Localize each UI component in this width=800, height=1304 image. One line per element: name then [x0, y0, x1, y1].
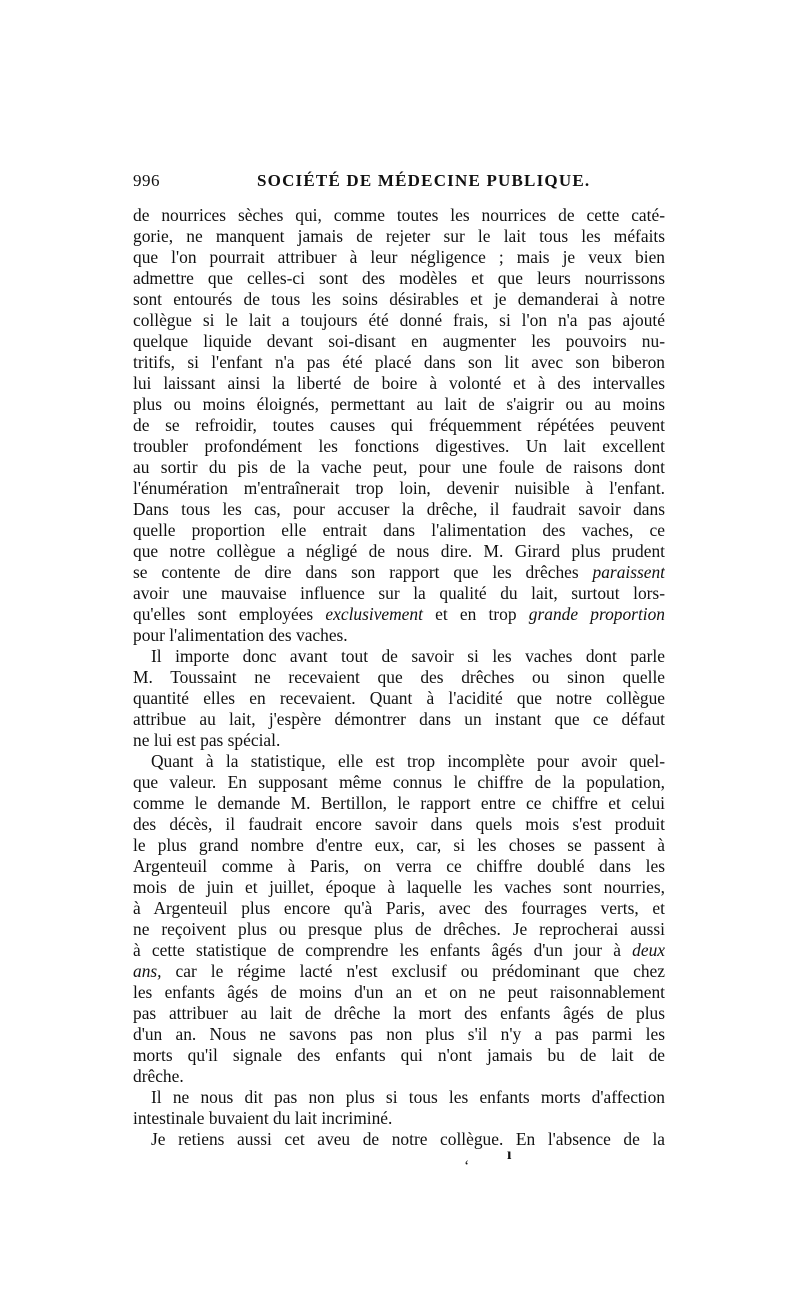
text-line	[133, 247, 665, 268]
line-text: ne reçoivent plus ou presque plus de drêches. Je reprocherai aussi	[133, 919, 665, 939]
line-text: tritifs, si l'enfant n'a pas été placé dans son lit avec son biberon	[133, 352, 665, 372]
print-mark: ʻ	[464, 1158, 470, 1175]
line-text: que notre collègue a négligé de nous dire. M. Girard plus prudent	[133, 541, 665, 561]
text-line	[133, 436, 665, 457]
line-text: de nourrices sèches qui, comme toutes les nourrices de cette caté-	[133, 205, 665, 225]
text-line	[133, 646, 665, 667]
text-line	[133, 562, 665, 583]
page-header	[133, 171, 665, 195]
text-line	[133, 982, 665, 1003]
line-text: qu'elles sont employées	[133, 604, 326, 624]
text-line	[133, 415, 665, 436]
line-text: Il importe donc avant tout de savoir si les vaches dont parle	[151, 646, 665, 666]
text-line	[133, 625, 665, 646]
text-line	[133, 940, 665, 961]
text-line	[133, 898, 665, 919]
text-line	[133, 919, 665, 940]
line-text: l'énumération m'entraînerait trop loin, devenir nuisible à l'enfant.	[133, 478, 665, 498]
text-line	[133, 856, 665, 877]
text-line	[133, 772, 665, 793]
line-text: au sortir du pis de la vache peut, pour une foule de raisons dont	[133, 457, 665, 477]
line-text: Je retiens aussi cet aveu de notre collègue. En l'absence de la	[151, 1129, 665, 1149]
italic-text: ans,	[133, 961, 162, 981]
line-text: les enfants âgés de moins d'un an et on ne peut raisonnablement	[133, 982, 665, 1002]
line-text: mois de juin et juillet, époque à laquelle les vaches sont nourries,	[133, 877, 665, 897]
line-text: attribue au lait, j'espère démontrer dans un instant que ce défaut	[133, 709, 665, 729]
line-text: pas attribuer au lait de drêche la mort des enfants âgés de plus	[133, 1003, 665, 1023]
text-line	[133, 604, 665, 625]
text-line	[133, 1129, 665, 1150]
page-number: 996	[133, 171, 160, 190]
text-line	[133, 730, 665, 751]
running-head: SOCIÉTÉ DE MÉDECINE PUBLIQUE.	[257, 171, 591, 190]
text-line	[133, 289, 665, 310]
text-line	[133, 583, 665, 604]
line-text: sont entourés de tous les soins désirables et je demanderai à notre	[133, 289, 665, 309]
text-line	[133, 835, 665, 856]
line-text: à cette statistique de comprendre les enfants âgés d'un jour à	[133, 940, 633, 960]
text-line	[133, 541, 665, 562]
text-line	[133, 478, 665, 499]
line-text: que valeur. En supposant même connus le chiffre de la population,	[133, 772, 665, 792]
line-text: plus ou moins éloignés, permettant au lait de s'aigrir ou au moins	[133, 394, 665, 414]
italic-text: exclusivement	[325, 604, 423, 624]
line-text: quelle proportion elle entrait dans l'alimentation des vaches, ce	[133, 520, 665, 540]
text-line	[133, 814, 665, 835]
line-text: avoir une mauvaise influence sur la qualité du lait, surtout lors-	[133, 583, 665, 603]
text-line	[133, 457, 665, 478]
line-text: morts qu'il signale des enfants qui n'ont jamais bu de lait de	[133, 1045, 665, 1065]
text-line	[133, 1087, 665, 1108]
text-line	[133, 331, 665, 352]
text-line	[133, 205, 665, 226]
line-text: troubler profondément les fonctions digestives. Un lait excellent	[133, 436, 665, 456]
line-text: se contente de dire dans son rapport que les drêches	[133, 562, 593, 582]
body-text	[133, 205, 665, 1150]
text-line	[133, 1024, 665, 1045]
italic-text: deux	[632, 940, 665, 960]
line-text: que l'on pourrait attribuer à leur négligence ; mais je veux bien	[133, 247, 665, 267]
line-text: de se refroidir, toutes causes qui fréquemment répétées peuvent	[133, 415, 665, 435]
italic-text: paraissent	[592, 562, 665, 582]
line-text: Argenteuil comme à Paris, on verra ce chiffre doublé dans les	[133, 856, 665, 876]
text-line	[133, 793, 665, 814]
text-line	[133, 1003, 665, 1024]
text-line	[133, 1066, 665, 1087]
text-line	[133, 499, 665, 520]
text-line	[133, 688, 665, 709]
line-text: car le régime lacté n'est exclusif ou prédominant que chez	[161, 961, 665, 981]
line-text: comme le demande M. Bertillon, le rapport entre ce chiffre et celui	[133, 793, 665, 813]
line-text: le plus grand nombre d'entre eux, car, si les choses se passent à	[133, 835, 665, 855]
text-line	[133, 1108, 665, 1129]
line-text: quantité elles en recevaient. Quant à l'acidité que notre collègue	[133, 688, 665, 708]
line-text: lui laissant ainsi la liberté de boire à volonté et à des intervalles	[133, 373, 665, 393]
line-text: drêche.	[133, 1066, 184, 1086]
line-text: collègue si le lait a toujours été donné frais, si l'on n'a pas ajouté	[133, 310, 665, 330]
line-text: Il ne nous dit pas non plus si tous les enfants morts d'affection	[151, 1087, 665, 1107]
italic-text: grande proportion	[528, 604, 665, 624]
line-text: M. Toussaint ne recevaient que des drêches ou sinon quelle	[133, 667, 665, 687]
line-text: pour l'alimentation des vaches.	[133, 625, 348, 645]
line-text: ne lui est pas spécial.	[133, 730, 281, 750]
line-text: Quant à la statistique, elle est trop incomplète pour avoir quel-	[151, 751, 665, 771]
text-line	[133, 751, 665, 772]
line-text: des décès, il faudrait encore savoir dans quels mois s'est produit	[133, 814, 665, 834]
line-text: quelque liquide devant soi-disant en augmenter les pouvoirs nu-	[133, 331, 665, 351]
line-text: d'un an. Nous ne savons pas non plus s'il n'y a pas parmi les	[133, 1024, 665, 1044]
text-line	[133, 961, 665, 982]
line-text: à Argenteuil plus encore qu'à Paris, avec des fourrages verts, et	[133, 898, 665, 918]
text-line	[133, 667, 665, 688]
text-line	[133, 709, 665, 730]
text-line	[133, 1045, 665, 1066]
text-line	[133, 877, 665, 898]
line-text: admettre que celles-ci sont des modèles et que leurs nourrissons	[133, 268, 665, 288]
text-line	[133, 268, 665, 289]
line-text: et en trop	[422, 604, 529, 624]
text-line	[133, 310, 665, 331]
line-text: gorie, ne manquent jamais de rejeter sur le lait tous les méfaits	[133, 226, 665, 246]
print-mark: ı	[507, 1146, 512, 1163]
text-line	[133, 352, 665, 373]
text-line	[133, 226, 665, 247]
text-line	[133, 373, 665, 394]
line-text: Dans tous les cas, pour accuser la drêche, il faudrait savoir dans	[133, 499, 665, 519]
text-line	[133, 520, 665, 541]
text-line	[133, 394, 665, 415]
line-text: intestinale buvaient du lait incriminé.	[133, 1108, 393, 1128]
